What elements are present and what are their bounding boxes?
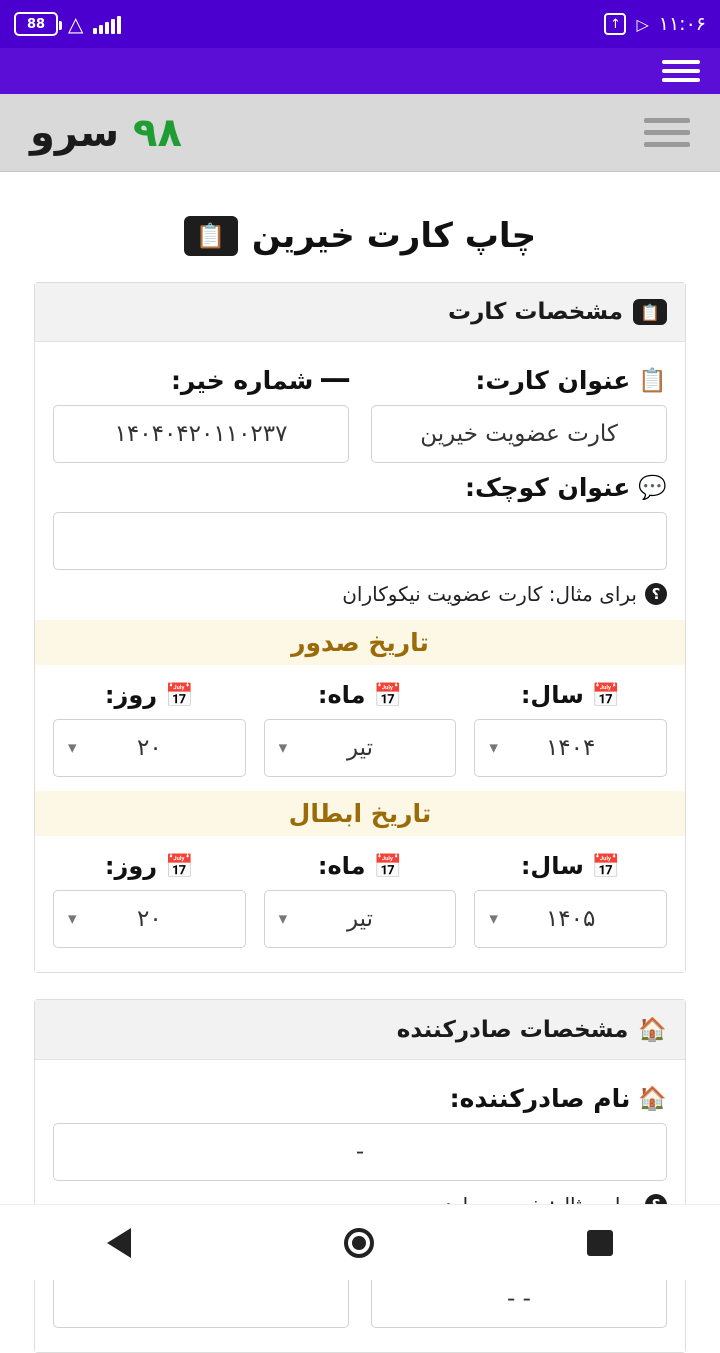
donor-number-label-text: شماره خیر: <box>170 366 314 395</box>
issue-year-select[interactable] <box>474 719 667 777</box>
id-card-icon: 📋 <box>638 368 667 394</box>
expire-year-label-text: سال: <box>520 852 584 880</box>
expire-year-select[interactable] <box>474 890 667 948</box>
status-bar-right <box>604 13 706 35</box>
issue-month-value: تیر <box>346 735 374 761</box>
card-issuer-panel <box>34 999 686 1353</box>
issue-day-field <box>53 671 246 777</box>
expire-day-select[interactable] <box>53 890 246 948</box>
issuer-name-label-text: نام صادرکننده: <box>449 1084 631 1113</box>
card-title-label <box>371 366 667 395</box>
battery-icon <box>14 12 58 36</box>
donor-and-title-row <box>53 356 667 463</box>
expire-month-label <box>264 852 457 880</box>
logo-text: سرو <box>30 109 120 156</box>
donor-number-field <box>53 356 349 463</box>
sign-person-input[interactable]: - - <box>371 1270 667 1328</box>
card-issuer-heading-text: مشخصات صادرکننده <box>396 1016 629 1043</box>
expire-date-section-title: تاریخ ابطال <box>35 791 685 836</box>
question-icon: ؟ <box>645 583 667 605</box>
calendar-times-icon: 📅 <box>591 853 621 880</box>
page-content <box>0 172 720 1312</box>
chevron-down-icon: ▾ <box>278 738 288 758</box>
android-nav-bar <box>0 1204 720 1280</box>
issue-year-label <box>474 681 667 709</box>
site-logo[interactable] <box>30 110 182 156</box>
issue-date-section-title: تاریخ صدور <box>35 620 685 665</box>
small-title-label <box>53 473 667 502</box>
issue-month-select[interactable] <box>264 719 457 777</box>
card-title-field <box>371 356 667 463</box>
issue-date-row <box>53 671 667 777</box>
donor-number-label <box>53 366 349 395</box>
card-issuer-heading <box>35 1000 685 1060</box>
home-icon: 🏠 <box>638 1086 667 1112</box>
site-header <box>0 94 720 172</box>
issue-year-field <box>474 671 667 777</box>
issue-month-label <box>264 681 457 709</box>
status-clock: ۱۱:۰۶ <box>658 13 706 35</box>
expire-year-field <box>474 842 667 948</box>
play-icon: ▷ <box>636 14 649 34</box>
issuer-name-label <box>53 1084 667 1113</box>
wifi-icon: △ <box>68 12 84 36</box>
browser-bar <box>0 48 720 94</box>
expire-month-select[interactable] <box>264 890 457 948</box>
expire-month-label-text: ماه: <box>317 852 366 880</box>
calendar-icon: 📅 <box>165 853 194 880</box>
status-bar <box>0 0 720 48</box>
expire-date-row <box>53 842 667 948</box>
expire-month-value: تیر <box>346 906 374 932</box>
chevron-down-icon: ▾ <box>67 738 77 758</box>
page-title-text: چاپ کارت خیرین <box>251 216 537 256</box>
issue-year-label-text: سال: <box>520 681 584 709</box>
home-icon: 🏠 <box>638 1017 667 1043</box>
issue-day-label <box>53 681 246 709</box>
id-card-icon: 📋 <box>633 299 667 325</box>
chevron-down-icon: ▾ <box>278 909 288 929</box>
card-info-panel <box>34 282 686 973</box>
expire-day-value: ۲۰ <box>136 906 162 932</box>
card-title-input[interactable]: کارت عضویت خیرین <box>371 405 667 463</box>
expire-year-value: ۱۴۰۵ <box>545 906 596 932</box>
barcode-icon: ━━ <box>321 367 349 394</box>
chevron-down-icon: ▾ <box>489 738 498 758</box>
issue-day-label-text: روز: <box>104 681 158 709</box>
status-bar-left <box>14 12 121 36</box>
hamburger-menu-icon[interactable] <box>662 60 700 82</box>
home-circle-icon[interactable] <box>344 1228 374 1258</box>
comment-icon: 💬 <box>638 475 667 501</box>
signal-icon <box>93 14 121 34</box>
issue-year-value: ۱۴۰۴ <box>545 735 596 761</box>
issue-month-field <box>264 671 457 777</box>
issue-month-label-text: ماه: <box>317 681 366 709</box>
upload-icon: ↑ <box>604 13 626 35</box>
expire-day-field <box>53 842 246 948</box>
card-info-body <box>35 342 685 972</box>
card-info-heading <box>35 283 685 342</box>
calendar-check-icon: 📅 <box>373 682 403 709</box>
calendar-icon: 📅 <box>165 682 194 709</box>
expire-day-label-text: روز: <box>104 852 158 880</box>
recents-square-icon[interactable] <box>587 1230 613 1256</box>
issuer-name-input[interactable]: - <box>53 1123 667 1181</box>
donor-number-input[interactable]: ۱۴۰۴۰۴۲۰۱۱۰۲۳۷ <box>53 405 349 463</box>
card-info-heading-text: مشخصات کارت <box>447 299 623 325</box>
id-card-icon: 📋 <box>184 216 238 256</box>
chevron-down-icon: ▾ <box>489 909 498 929</box>
battery-level: 88 <box>26 16 46 32</box>
calendar-times-icon: 📅 <box>591 682 621 709</box>
small-title-hint-text: برای مثال: کارت عضویت نیکوکاران <box>342 582 637 606</box>
calendar-check-icon: 📅 <box>373 853 403 880</box>
back-triangle-icon[interactable] <box>107 1228 131 1258</box>
expire-month-field <box>264 842 457 948</box>
page-title <box>0 216 720 256</box>
issue-day-select[interactable] <box>53 719 246 777</box>
small-title-input[interactable] <box>53 512 667 570</box>
logo-number: ۹۸ <box>133 109 182 156</box>
small-title-hint <box>53 582 667 606</box>
card-title-label-text: عنوان کارت: <box>475 366 631 395</box>
chevron-down-icon: ▾ <box>67 909 77 929</box>
site-menu-icon[interactable] <box>644 118 690 147</box>
expire-day-label <box>53 852 246 880</box>
expire-year-label <box>474 852 667 880</box>
issue-day-value: ۲۰ <box>136 735 162 761</box>
small-title-label-text: عنوان کوچک: <box>464 473 631 502</box>
